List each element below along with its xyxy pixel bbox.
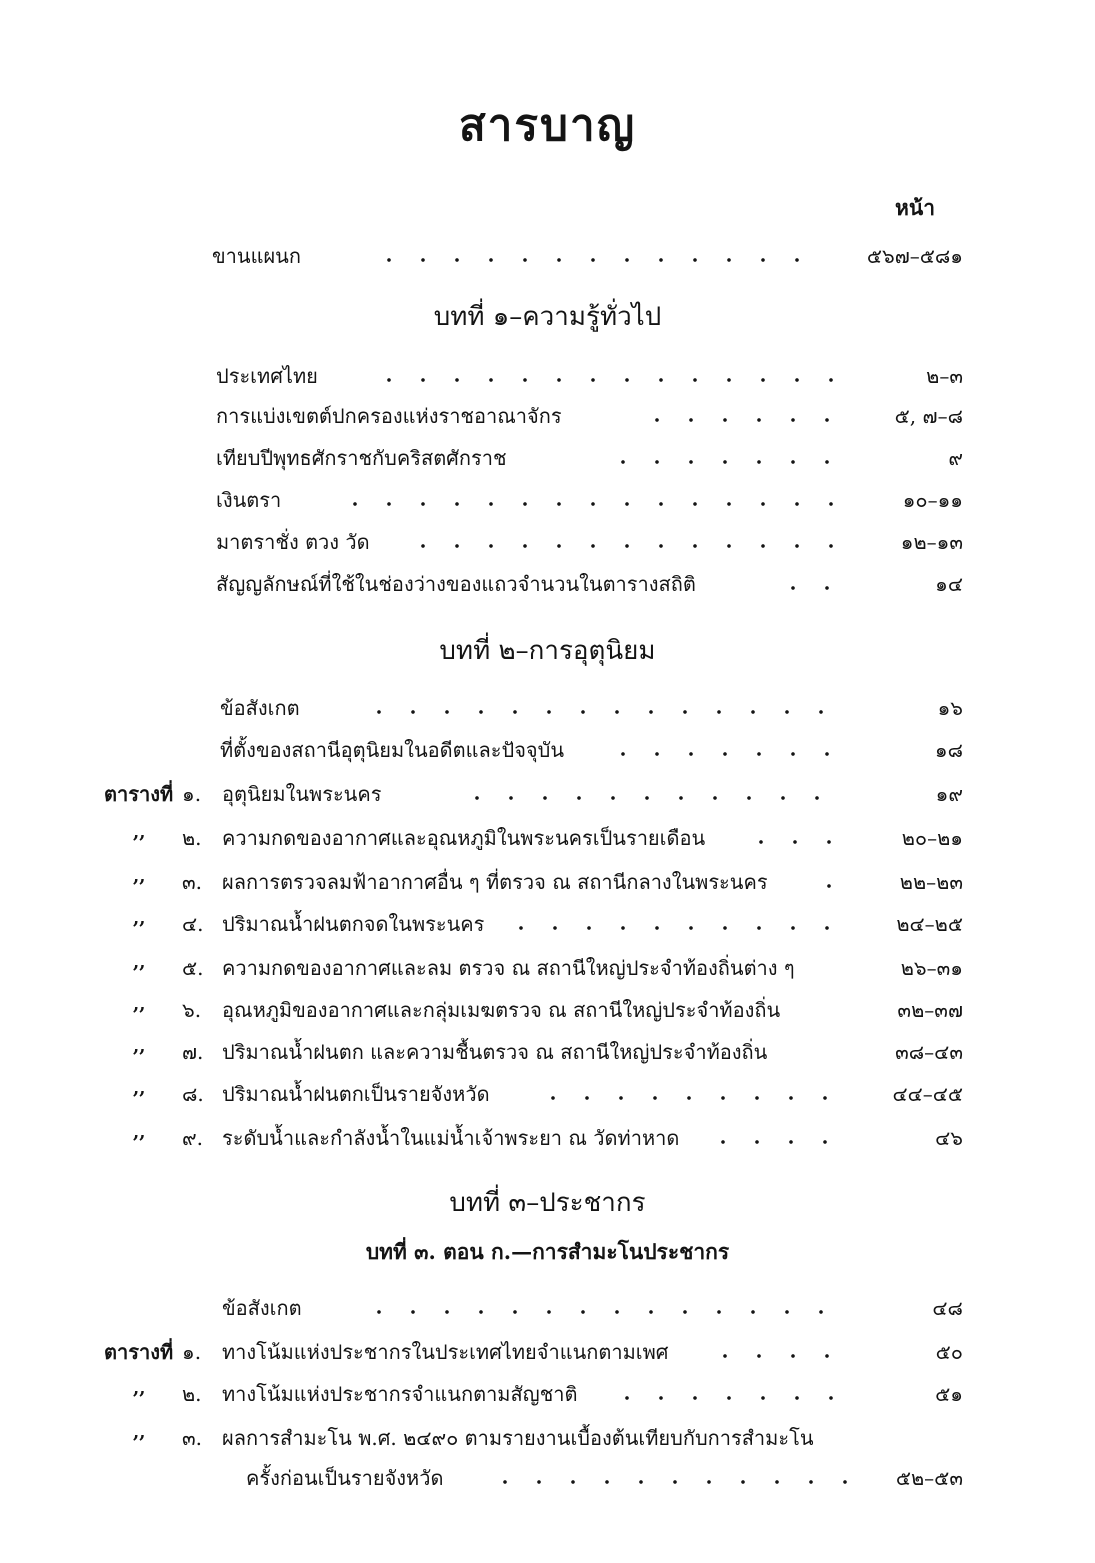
table-number: ๙.: [182, 1126, 204, 1150]
entry-label-continuation: ครั้งก่อนเป็นรายจังหวัด: [246, 1466, 444, 1490]
table-entry: [0, 778, 1095, 812]
entry-page: ๑๖: [937, 696, 963, 720]
entry-label: ปริมาณน้ำฝนตก และความชื้นตรวจ ณ สถานีใหญ่ประจำท้องถิ่น: [222, 1040, 768, 1064]
leader-dots: [610, 1396, 842, 1400]
ditto-mark: ,,: [133, 866, 146, 887]
ditto-mark: ,,: [133, 1422, 146, 1443]
entry-label: สัญญลักษณ์ที่ใช้ในช่องว่างของแถวจำนวนในตารางสถิติ: [216, 572, 696, 596]
entry-page: ๔๘: [932, 1296, 963, 1320]
table-number: ๒.: [182, 1382, 202, 1406]
toc-entry: [0, 734, 1095, 768]
entry-label: ผลการตรวจลมฟ้าอากาศอื่น ๆ ที่ตรวจ ณ สถานีกลางในพระนคร: [222, 870, 768, 894]
table-number: ๑.: [182, 1340, 202, 1364]
table-entry: [0, 866, 1095, 900]
leader-dots: [460, 796, 842, 800]
leader-dots: [706, 1140, 842, 1144]
table-number: ๓.: [182, 870, 203, 894]
leader-dots: [536, 1096, 842, 1100]
entry-label: ประเทศไทย: [216, 364, 318, 388]
toc-entry: [0, 568, 1095, 602]
entry-page: ๑๐–๑๑: [902, 488, 963, 512]
leader-dots: [708, 1354, 842, 1358]
entry-page: ๕๖๗–๕๘๑: [866, 244, 963, 268]
leader-dots: [362, 710, 842, 714]
ditto-mark: ,,: [133, 1122, 146, 1143]
leader-dots: [504, 926, 842, 930]
entry-page: ๕๐: [935, 1340, 963, 1364]
leader-dots: [606, 752, 842, 756]
toc-entry: [0, 1292, 1095, 1326]
entry-page: ๒๐–๒๑: [901, 826, 963, 850]
table-number: ๕.: [182, 956, 204, 980]
table-entry: [0, 1122, 1095, 1156]
chapter-heading: บทที่ ๒–การอุตุนิยม: [439, 636, 656, 666]
entry-page: ๑๔: [935, 572, 963, 596]
leader-dots: [406, 544, 842, 548]
table-entry: [0, 1422, 1095, 1456]
page-title: สารบาญ: [458, 100, 637, 151]
ditto-mark: ,,: [133, 952, 146, 973]
ditto-mark: ,,: [133, 822, 146, 843]
ditto-mark: ,,: [133, 994, 146, 1015]
toc-entry: [0, 360, 1095, 394]
table-entry: [0, 1336, 1095, 1370]
chapter-heading: บทที่ ๑–ความรู้ทั่วไป: [433, 302, 662, 332]
toc-entry: [0, 400, 1095, 434]
ditto-mark: ,,: [133, 1078, 146, 1099]
table-entry: [0, 1078, 1095, 1112]
ditto-mark: ,,: [133, 908, 146, 929]
entry-label: ผลการสำมะโน พ.ศ. ๒๔๙๐ ตามรายงานเบื้องต้นเทียบกับการสำมะโน: [222, 1426, 814, 1450]
entry-label: ข้อสังเกต: [220, 696, 300, 720]
entry-label: ข้อสังเกต: [222, 1296, 302, 1320]
entry-label: ปริมาณน้ำฝนตกจดในพระนคร: [222, 912, 485, 936]
leader-dots: [640, 418, 840, 422]
entry-label: มาตราชั่ง ตวง วัด: [216, 530, 370, 554]
entry-page: ๔๖: [935, 1126, 963, 1150]
entry-page: ๓๒–๓๗: [897, 998, 963, 1022]
entry-label: ความกดของอากาศและลม ตรวจ ณ สถานีใหญ่ประจำท้องถิ่นต่าง ๆ: [222, 956, 795, 980]
chapter-heading: บทที่ ๓–ประชากร: [449, 1188, 646, 1218]
leader-dots: [744, 840, 842, 844]
ditto-mark: ,,: [133, 1036, 146, 1057]
entry-label: ทางโน้มแห่งประชากรจำแนกตามสัญชาติ: [222, 1382, 578, 1406]
toc-entry: [0, 526, 1095, 560]
entry-page: ๒๒–๒๓: [899, 870, 963, 894]
entry-label: ระดับน้ำและกำลังน้ำในแม่น้ำเจ้าพระยา ณ วัดท่าหาด: [222, 1126, 680, 1150]
table-number: ๔.: [182, 912, 204, 936]
leader-dots: [812, 884, 842, 888]
section-heading: บทที่ ๓. ตอน ก.—การสำมะโนประชากร: [365, 1239, 730, 1264]
table-entry-continuation: [0, 1462, 1095, 1496]
entry-page: ๔๔–๔๕: [892, 1082, 963, 1106]
entry-label: การแบ่งเขตต์ปกครองแห่งราชอาณาจักร: [216, 404, 562, 428]
leader-dots: [776, 586, 842, 590]
entry-page: ๕๑: [935, 1382, 963, 1406]
leader-dots: [362, 1310, 842, 1314]
entry-label: เทียบปีพุทธศักราชกับคริสตศักราช: [216, 446, 507, 470]
leader-dots: [830, 970, 842, 974]
toc-entry: [0, 442, 1095, 476]
entry-page: ๒–๓: [926, 364, 963, 388]
entry-page: ๒๖–๓๑: [900, 956, 963, 980]
leader-dots: [606, 460, 842, 464]
toc-entry: [0, 484, 1095, 518]
entry-label: ปริมาณน้ำฝนตกเป็นรายจังหวัด: [222, 1082, 490, 1106]
entry-label: ความกดของอากาศและอุณหภูมิในพระนครเป็นรายเดือน: [222, 826, 706, 850]
table-prefix: ตารางที่: [104, 782, 174, 806]
entry-page: ๑๒–๑๓: [900, 530, 963, 554]
toc-entry: [0, 240, 1095, 274]
table-number: ๑.: [182, 782, 202, 806]
leader-dots: [338, 502, 842, 506]
table-entry: [0, 1036, 1095, 1070]
entry-label: ทางโน้มแห่งประชากรในประเทศไทยจำแนกตามเพศ: [222, 1340, 669, 1364]
toc-entry: [0, 692, 1095, 726]
entry-label: ขานแผนก: [212, 244, 301, 268]
entry-page: ๙: [948, 446, 963, 470]
entry-label: เงินตรา: [216, 488, 282, 512]
entry-label: อุณหภูมิของอากาศและกลุ่มเมฆตรวจ ณ สถานีใหญ่ประจำท้องถิ่น: [222, 998, 781, 1022]
leader-dots: [830, 1012, 842, 1016]
table-number: ๖.: [182, 998, 202, 1022]
entry-page: ๓๘–๔๓: [895, 1040, 963, 1064]
leader-dots: [488, 1480, 872, 1484]
page-column-header: หน้า: [895, 195, 935, 220]
entry-page: ๑๘: [934, 738, 963, 762]
table-prefix: ตารางที่: [104, 1340, 174, 1364]
table-entry: [0, 908, 1095, 942]
entry-page: ๕, ๗–๘: [894, 404, 963, 428]
leader-dots: [372, 258, 802, 262]
leader-dots: [372, 378, 842, 382]
table-number: ๘.: [182, 1082, 204, 1106]
table-number: ๓.: [182, 1426, 203, 1450]
table-entry: [0, 1378, 1095, 1412]
table-number: ๗.: [182, 1040, 204, 1064]
table-entry: [0, 822, 1095, 856]
entry-page: ๒๔–๒๕: [896, 912, 963, 936]
table-entry: [0, 994, 1095, 1028]
table-number: ๒.: [182, 826, 202, 850]
entry-page: ๑๙: [935, 782, 963, 806]
entry-label: อุตุนิยมในพระนคร: [222, 782, 382, 806]
ditto-mark: ,,: [133, 1378, 146, 1399]
leader-dots: [830, 1054, 842, 1058]
entry-label: ที่ตั้งของสถานีอุตุนิยมในอดีตและปัจจุบัน: [220, 738, 564, 762]
entry-page: ๕๒–๕๓: [895, 1466, 963, 1490]
table-entry: [0, 952, 1095, 986]
